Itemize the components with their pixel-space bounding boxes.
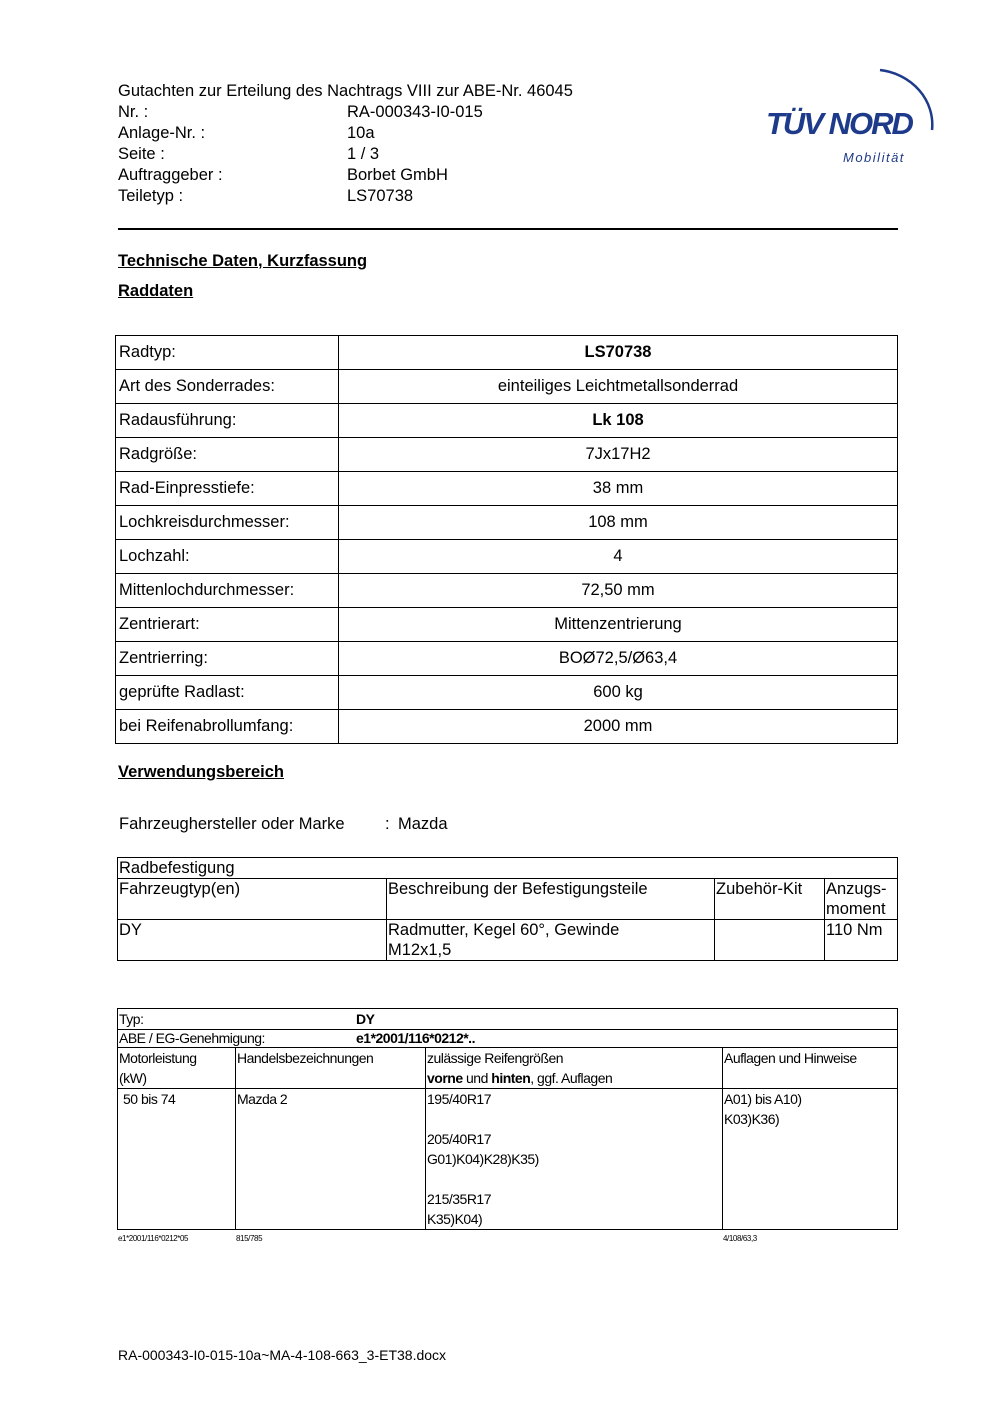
header-label: Seite : [118,145,165,163]
abe-label: ABE / EG-Genehmigung: [119,1030,265,1046]
section-tech: Technische Daten, Kurzfassung [118,252,368,270]
raddaten-value: 72,50 mm [339,574,898,608]
tire-line: K35)K04) [427,1211,483,1227]
raddaten-label: Radtyp: [116,336,339,370]
raddaten-value: Mittenzentrierung [339,608,898,642]
raddaten-value: 108 mm [339,506,898,540]
table-row [116,506,898,540]
raddaten-value: Lk 108 [339,404,898,438]
header-value: Borbet GmbH [347,166,448,184]
raddaten-value: einteiliges Leichtmetallsonderrad [339,370,898,404]
typ-value: DY [356,1011,375,1027]
fixing-header-desc: Beschreibung der Befestigungsteile [387,879,715,920]
typ-header-power-1: Motorleistung [119,1050,197,1066]
header-label: Anlage-Nr. : [118,124,206,142]
table-row [116,608,898,642]
document-title: Gutachten zur Erteilung des Nachtrags VIII zur ABE-Nr. 46045 [118,82,573,100]
fixing-desc [387,920,715,961]
header-label: Nr. : [118,103,149,121]
typ-table [117,1008,898,1230]
table-row [116,642,898,676]
fixing-desc-2: M12x1,5 [388,941,452,959]
header-value: RA-000343-I0-015 [347,103,483,121]
table-row [116,676,898,710]
raddaten-label: Lochzahl: [116,540,339,574]
table-row [116,472,898,506]
table-row [116,574,898,608]
typ-header-notes: Auflagen und Hinweise [723,1048,898,1089]
header-value: LS70738 [347,187,414,205]
header-row [118,102,483,123]
typ-power: 50 bis 74 [118,1089,236,1230]
manufacturer-line [119,815,448,834]
typ-header-tires [426,1048,723,1089]
manufacturer-value: Mazda [398,815,448,833]
header-divider [118,228,898,230]
small-ref-a: e1*2001/116*0212*05 [118,1234,189,1243]
header-label: Teiletyp : [118,187,184,205]
table-row [116,540,898,574]
typ-trade: Mazda 2 [236,1089,426,1230]
raddaten-value: 4 [339,540,898,574]
raddaten-label: Zentrierring: [116,642,339,676]
raddaten-value: BOØ72,5/Ø63,4 [339,642,898,676]
fixing-header-torque-2: moment [826,900,886,918]
header-row [118,186,414,207]
fixing-kit [715,920,825,961]
typ-header-tires-1: zulässige Reifengrößen [427,1050,564,1066]
raddaten-label: bei Reifenabrollumfang: [116,710,339,744]
table-row [116,438,898,472]
abe-value: e1*2001/116*0212*.. [356,1030,475,1046]
fixing-header-torque-1: Anzugs- [826,880,887,898]
tire-line: 205/40R17 [427,1131,492,1147]
raddaten-value: 600 kg [339,676,898,710]
footer-filename: RA-000343-I0-015-10a~MA-4-108-663_3-ET38.docx [118,1347,447,1363]
typ-und: und [462,1070,492,1086]
typ-row [118,1009,898,1030]
header-row [118,123,375,144]
section-verwendung: Verwendungsbereich [118,763,284,781]
manufacturer-sep: : [385,815,390,833]
typ-rest: , ggf. Auflagen [530,1070,613,1086]
table-row [116,710,898,744]
fixing-torque: 110 Nm [825,920,898,961]
raddaten-label: geprüfte Radlast: [116,676,339,710]
typ-header-power-2: (kW) [119,1070,147,1086]
tire-line: 215/35R17 [427,1191,492,1207]
header-value: 1 / 3 [347,145,380,163]
tire-line [427,1169,721,1189]
fixing-type: DY [118,920,387,961]
tire-line [427,1109,721,1129]
header-row [118,144,380,165]
note-line: K03)K36) [724,1111,780,1127]
fixing-desc-1: Radmutter, Kegel 60°, Gewinde [388,921,620,939]
header-value: 10a [347,124,375,142]
fixing-header-type: Fahrzeugtyp(en) [118,879,387,920]
fixing-header-torque [825,879,898,920]
raddaten-label: Art des Sonderrades: [116,370,339,404]
raddaten-label: Radausführung: [116,404,339,438]
table-row [116,336,898,370]
fixing-table [117,857,898,961]
raddaten-table [115,335,898,744]
abe-row [118,1030,898,1048]
raddaten-value: LS70738 [339,336,898,370]
tire-line: G01)K04)K28)K35) [427,1151,539,1167]
small-ref-b: 815/785 [236,1234,263,1243]
typ-vorne: vorne [427,1070,463,1086]
manufacturer-label: Fahrzeughersteller oder Marke [119,815,345,833]
typ-header-power [118,1048,236,1089]
raddaten-label: Mittenlochdurchmesser: [116,574,339,608]
typ-tires [426,1089,723,1230]
logo-subtitle: Mobilität [843,150,905,165]
raddaten-value: 38 mm [339,472,898,506]
tire-line: 195/40R17 [427,1091,492,1107]
fixing-header-kit: Zubehör-Kit [715,879,825,920]
fixing-title: Radbefestigung [118,858,898,879]
typ-header-tires-2 [427,1068,721,1088]
raddaten-label: Rad-Einpresstiefe: [116,472,339,506]
header-row [118,165,448,186]
logo-brand: TÜV NORD [766,106,912,141]
typ-notes [723,1089,898,1230]
typ-label: Typ: [119,1011,144,1027]
typ-header-trade: Handelsbezeichnungen [236,1048,426,1089]
raddaten-label: Lochkreisdurchmesser: [116,506,339,540]
typ-hinten: hinten [491,1070,531,1086]
header-label: Auftraggeber : [118,166,223,184]
raddaten-value: 7Jx17H2 [339,438,898,472]
raddaten-label: Zentrierart: [116,608,339,642]
raddaten-label: Radgröße: [116,438,339,472]
note-line: A01) bis A10) [724,1091,802,1107]
small-ref-c: 4/108/63,3 [723,1234,757,1243]
raddaten-value: 2000 mm [339,710,898,744]
section-raddaten: Raddaten [118,282,194,300]
table-row [116,404,898,438]
table-row [116,370,898,404]
